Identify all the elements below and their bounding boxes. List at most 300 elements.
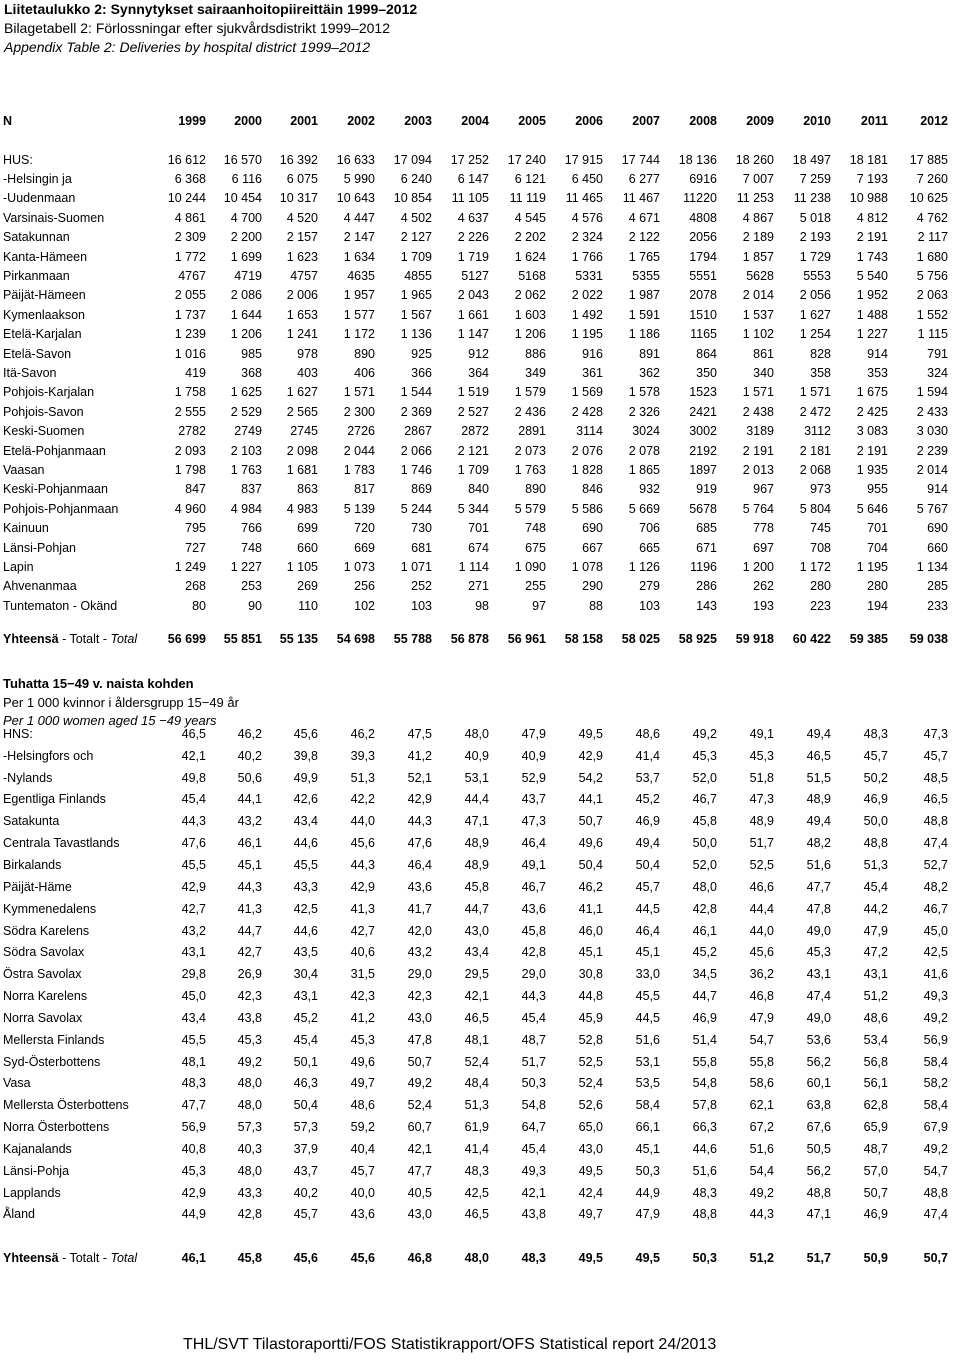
data-cell: 361: [582, 365, 603, 380]
data-cell: 52,4: [407, 1098, 432, 1113]
data-cell: 2 191: [742, 443, 774, 458]
row-label: Pohjois-Karjalan: [3, 385, 95, 400]
data-cell: 51,3: [863, 857, 888, 872]
data-cell: 37,9: [293, 1141, 318, 1156]
data-cell: 864: [696, 346, 717, 361]
data-cell: 47,7: [806, 879, 831, 894]
data-cell: 50,4: [635, 857, 660, 872]
data-cell: 52,6: [578, 1098, 603, 1113]
data-cell: 1 206: [230, 327, 262, 342]
data-cell: 2 189: [742, 230, 774, 245]
data-cell: 43,6: [350, 1207, 375, 1222]
total-cell: 58 925: [678, 632, 717, 647]
data-cell: 51,7: [521, 1054, 546, 1069]
data-cell: 45,3: [350, 1032, 375, 1047]
data-cell: 47,4: [806, 989, 831, 1004]
data-cell: 48,0: [692, 879, 717, 894]
data-cell: 5 244: [400, 501, 432, 516]
data-cell: 364: [468, 365, 489, 380]
data-cell: 48,0: [237, 1163, 262, 1178]
data-cell: 47,3: [749, 792, 774, 807]
data-cell: 1 987: [628, 288, 660, 303]
data-cell: 2872: [461, 424, 489, 439]
data-cell: 6916: [689, 172, 717, 187]
data-cell: 3 083: [856, 424, 888, 439]
data-cell: 5 344: [457, 501, 489, 516]
total-cell: 50,3: [692, 1251, 717, 1266]
data-cell: 701: [867, 521, 888, 536]
table-row: [0, 876, 950, 898]
data-cell: 42,8: [237, 1207, 262, 1222]
data-cell: 49,2: [923, 1010, 948, 1025]
data-cell: 1 571: [742, 385, 774, 400]
data-cell: 48,1: [181, 1054, 206, 1069]
data-cell: 48,7: [863, 1141, 888, 1156]
data-cell: 51,6: [806, 857, 831, 872]
data-cell: 51,7: [749, 836, 774, 851]
data-cell: 43,5: [293, 945, 318, 960]
data-cell: 49,7: [578, 1207, 603, 1222]
table-row: [0, 898, 950, 920]
table-row: [0, 169, 950, 188]
data-cell: 51,3: [464, 1098, 489, 1113]
data-cell: 40,9: [521, 748, 546, 763]
data-cell: 1 653: [286, 307, 318, 322]
table-row: [0, 1073, 950, 1095]
data-cell: 1 798: [174, 462, 206, 477]
data-cell: 748: [241, 540, 262, 555]
data-cell: 46,9: [692, 1010, 717, 1025]
data-cell: 46,7: [521, 879, 546, 894]
data-cell: 40,4: [350, 1141, 375, 1156]
data-cell: 43,8: [237, 1010, 262, 1025]
data-cell: 1 627: [286, 385, 318, 400]
data-cell: 10 454: [223, 191, 262, 206]
data-cell: 48,1: [464, 1032, 489, 1047]
data-cell: 42,9: [181, 1185, 206, 1200]
data-cell: 1 147: [457, 327, 489, 342]
data-cell: 2 122: [628, 230, 660, 245]
data-cell: 1 227: [230, 559, 262, 574]
data-cell: 44,6: [692, 1141, 717, 1156]
data-cell: 17 240: [507, 152, 546, 167]
data-cell: 40,8: [181, 1141, 206, 1156]
data-cell: 685: [696, 521, 717, 536]
data-cell: 671: [696, 540, 717, 555]
row-label: HUS:: [3, 152, 33, 167]
total-cell: 60 422: [792, 632, 831, 647]
data-cell: 1196: [690, 559, 717, 574]
data-cell: 17 252: [450, 152, 489, 167]
data-cell: 4 520: [286, 210, 318, 225]
table-row: [0, 286, 950, 305]
data-cell: 58,2: [923, 1076, 948, 1091]
year-header: 2009: [746, 113, 774, 128]
data-cell: 49,5: [578, 726, 603, 741]
data-cell: 45,1: [237, 857, 262, 872]
total-cell: 59 918: [735, 632, 774, 647]
data-cell: 40,5: [407, 1185, 432, 1200]
data-cell: 2 239: [916, 443, 948, 458]
data-cell: 891: [639, 346, 660, 361]
data-cell: 890: [525, 482, 546, 497]
data-cell: 41,1: [578, 901, 603, 916]
data-cell: 42,0: [407, 923, 432, 938]
data-cell: 52,0: [692, 857, 717, 872]
data-cell: 41,6: [923, 967, 948, 982]
data-cell: 1 758: [174, 385, 206, 400]
data-cell: 1 746: [400, 462, 432, 477]
data-cell: 43,8: [521, 1207, 546, 1222]
data-cell: 47,4: [923, 1207, 948, 1222]
data-cell: 47,9: [635, 1207, 660, 1222]
data-cell: 2 565: [286, 404, 318, 419]
data-cell: 10 317: [279, 191, 318, 206]
data-cell: 49,2: [749, 1185, 774, 1200]
data-cell: 45,5: [635, 989, 660, 1004]
rate-heading-finnish: Tuhatta 15−49 v. naista kohden: [3, 676, 194, 691]
data-cell: 44,7: [464, 901, 489, 916]
row-label: Etelä-Savon: [3, 346, 72, 361]
row-label: Itä-Savon: [3, 365, 57, 380]
data-cell: 45,0: [181, 989, 206, 1004]
data-cell: 46,9: [863, 1207, 888, 1222]
data-cell: 1 627: [799, 307, 831, 322]
data-cell: 745: [810, 521, 831, 536]
data-cell: 1 136: [400, 327, 432, 342]
total-label-part: -: [99, 632, 111, 647]
table-row: [0, 963, 950, 985]
data-cell: 5 764: [742, 501, 774, 516]
data-cell: 45,0: [923, 923, 948, 938]
year-header-row: [0, 110, 950, 131]
total-label-part: -: [58, 1251, 70, 1266]
data-cell: 103: [639, 598, 660, 613]
data-cell: 1 661: [457, 307, 489, 322]
data-cell: 2 062: [514, 288, 546, 303]
row-label: -Helsingin ja: [3, 172, 72, 187]
total-cell: 51,2: [749, 1251, 774, 1266]
data-cell: 2 147: [343, 230, 375, 245]
row-label: Norra Savolax: [3, 1010, 83, 1025]
data-cell: 1 644: [230, 307, 262, 322]
data-cell: 4 637: [457, 210, 489, 225]
data-cell: 2745: [290, 424, 318, 439]
data-cell: 31,5: [350, 967, 375, 982]
data-cell: 1 743: [856, 249, 888, 264]
data-cell: 52,9: [521, 770, 546, 785]
data-cell: 47,4: [923, 836, 948, 851]
data-cell: 45,3: [806, 945, 831, 960]
total-label: [0, 629, 166, 649]
data-cell: 46,2: [350, 726, 375, 741]
data-cell: 4635: [347, 269, 375, 284]
data-cell: 2 076: [571, 443, 603, 458]
data-cell: 5553: [803, 269, 831, 284]
data-cell: 16 570: [223, 152, 262, 167]
data-cell: 48,8: [923, 1185, 948, 1200]
row-label: Satakunta: [3, 814, 60, 829]
data-cell: 44,3: [237, 879, 262, 894]
data-cell: 1897: [689, 462, 717, 477]
data-cell: 778: [753, 521, 774, 536]
data-cell: 53,1: [635, 1054, 660, 1069]
data-cell: 53,6: [806, 1032, 831, 1047]
data-cell: 48,0: [237, 1098, 262, 1113]
data-cell: 1 227: [856, 327, 888, 342]
data-cell: 42,1: [181, 748, 206, 763]
title-block: [4, 0, 417, 57]
data-cell: 5 804: [799, 501, 831, 516]
data-cell: 4 502: [400, 210, 432, 225]
data-cell: 46,5: [806, 748, 831, 763]
data-cell: 50,0: [692, 836, 717, 851]
data-cell: 49,6: [350, 1054, 375, 1069]
data-cell: 41,4: [635, 748, 660, 763]
data-cell: 704: [867, 540, 888, 555]
total-cell: 55 135: [279, 632, 318, 647]
data-cell: 861: [753, 346, 774, 361]
data-cell: 1 552: [916, 307, 948, 322]
data-cell: 49,4: [635, 836, 660, 851]
data-cell: 2 200: [230, 230, 262, 245]
data-cell: 42,3: [237, 989, 262, 1004]
data-cell: 350: [696, 365, 717, 380]
table-row: [0, 723, 950, 745]
page-footer: THL/SVT Tilastoraportti/FOS Statistikrapport/OFS Statistical report 24/2013: [183, 1336, 717, 1353]
data-cell: 1 200: [742, 559, 774, 574]
data-cell: 48,0: [464, 726, 489, 741]
data-cell: 44,5: [635, 1010, 660, 1025]
data-cell: 45,5: [181, 1032, 206, 1047]
data-cell: 55,8: [692, 1054, 717, 1069]
data-cell: 41,3: [350, 901, 375, 916]
data-cell: 45,4: [293, 1032, 318, 1047]
data-cell: 49,7: [350, 1076, 375, 1091]
data-cell: 828: [810, 346, 831, 361]
data-cell: 48,6: [350, 1098, 375, 1113]
data-cell: 5 646: [856, 501, 888, 516]
data-cell: 48,0: [237, 1076, 262, 1091]
data-cell: 699: [297, 521, 318, 536]
data-cell: 1 763: [230, 462, 262, 477]
data-cell: 46,7: [923, 901, 948, 916]
data-cell: 3114: [576, 424, 603, 439]
data-cell: 5628: [746, 269, 774, 284]
data-cell: 57,8: [692, 1098, 717, 1113]
data-cell: 42,9: [578, 748, 603, 763]
spacer-row: [0, 1225, 950, 1247]
data-cell: 48,9: [806, 792, 831, 807]
data-cell: 52,4: [464, 1054, 489, 1069]
table-row: [0, 518, 950, 537]
data-cell: 51,6: [692, 1163, 717, 1178]
data-cell: 1 579: [514, 385, 546, 400]
total-cell: 59 038: [909, 632, 948, 647]
row-label: Länsi-Pohja: [3, 1163, 70, 1178]
data-cell: 44,3: [521, 989, 546, 1004]
table-row: [0, 480, 950, 499]
table-row: [0, 985, 950, 1007]
data-cell: 45,2: [692, 945, 717, 960]
data-cell: 26,9: [237, 967, 262, 982]
data-cell: 660: [927, 540, 948, 555]
data-cell: 43,4: [293, 814, 318, 829]
data-cell: 42,6: [293, 792, 318, 807]
data-cell: 1 625: [230, 385, 262, 400]
data-cell: 42,1: [407, 1141, 432, 1156]
data-cell: 2782: [178, 424, 206, 439]
data-cell: 4767: [178, 269, 206, 284]
data-cell: 42,5: [293, 901, 318, 916]
data-cell: 45,4: [181, 792, 206, 807]
data-cell: 36,2: [749, 967, 774, 982]
data-cell: 50,7: [578, 814, 603, 829]
total-label-part: Total: [110, 1251, 138, 1266]
data-cell: 48,2: [923, 879, 948, 894]
data-cell: 1 102: [742, 327, 774, 342]
data-cell: 708: [810, 540, 831, 555]
data-cell: 52,4: [578, 1076, 603, 1091]
data-cell: 48,5: [923, 770, 948, 785]
data-cell: 41,2: [350, 1010, 375, 1025]
data-cell: 7 193: [856, 172, 888, 187]
table-row: [0, 538, 950, 557]
data-cell: 1 206: [514, 327, 546, 342]
data-cell: 701: [468, 521, 489, 536]
data-cell: 46,2: [578, 879, 603, 894]
table-row: [0, 150, 950, 169]
row-label: Östra Savolax: [3, 967, 82, 982]
table-row: [0, 745, 950, 767]
data-cell: 47,9: [521, 726, 546, 741]
data-cell: 1165: [690, 327, 717, 342]
data-cell: 43,0: [407, 1207, 432, 1222]
data-cell: 48,6: [635, 726, 660, 741]
row-label: Kanta-Hämeen: [3, 249, 88, 264]
data-cell: 256: [354, 579, 375, 594]
data-cell: 43,6: [521, 901, 546, 916]
row-label: Kymmenedalens: [3, 901, 97, 916]
data-cell: 1 634: [343, 249, 375, 264]
data-cell: 2726: [347, 424, 375, 439]
data-cell: 4 960: [174, 501, 206, 516]
data-cell: 5355: [632, 269, 660, 284]
rate-heading-swedish: Per 1 000 kvinnor i åldersgrupp 15−49 år: [3, 694, 239, 710]
data-cell: 2 529: [230, 404, 262, 419]
data-cell: 5 990: [343, 172, 375, 187]
data-cell: 280: [810, 579, 831, 594]
data-cell: 675: [525, 540, 546, 555]
year-header: 2003: [404, 113, 432, 128]
table-row: [0, 789, 950, 811]
row-label: Kymenlaakson: [3, 307, 85, 322]
data-cell: 53,4: [863, 1032, 888, 1047]
total-cell: 49,5: [578, 1251, 603, 1266]
data-cell: 45,9: [578, 1010, 603, 1025]
data-cell: 16 392: [279, 152, 318, 167]
total-cell: 59 385: [849, 632, 888, 647]
data-cell: 49,1: [749, 726, 774, 741]
table-row: [0, 460, 950, 479]
data-cell: 97: [532, 598, 546, 613]
data-cell: 40,6: [350, 945, 375, 960]
data-cell: 2 436: [514, 404, 546, 419]
row-label: Egentliga Finlands: [3, 792, 106, 807]
data-cell: 955: [867, 482, 888, 497]
data-cell: 45,6: [293, 726, 318, 741]
data-cell: 44,5: [635, 901, 660, 916]
data-cell: 56,9: [923, 1032, 948, 1047]
row-label: Birkalands: [3, 857, 62, 872]
data-cell: 40,2: [237, 748, 262, 763]
data-cell: 2 369: [400, 404, 432, 419]
data-cell: 43,0: [578, 1141, 603, 1156]
data-cell: 2 191: [856, 443, 888, 458]
table-row: [0, 189, 950, 208]
data-cell: 3002: [689, 424, 717, 439]
data-cell: 48,9: [464, 857, 489, 872]
data-cell: 2 433: [916, 404, 948, 419]
data-cell: 2 300: [343, 404, 375, 419]
title-english: Appendix Table 2: Deliveries by hospital district 1999–2012: [4, 39, 371, 55]
row-label: -Uudenmaan: [3, 191, 76, 206]
data-cell: 42,1: [521, 1185, 546, 1200]
data-cell: 1 624: [514, 249, 546, 264]
data-cell: 268: [185, 579, 206, 594]
data-cell: 286: [696, 579, 717, 594]
data-cell: 49,6: [578, 836, 603, 851]
data-cell: 2 086: [230, 288, 262, 303]
data-cell: 46,5: [464, 1010, 489, 1025]
data-cell: 50,2: [863, 770, 888, 785]
row-label: Keski-Pohjanmaan: [3, 482, 108, 497]
data-cell: 1 952: [856, 288, 888, 303]
data-cell: 98: [475, 598, 489, 613]
data-cell: 2 066: [400, 443, 432, 458]
data-cell: 1510: [689, 307, 717, 322]
data-cell: 2 098: [286, 443, 318, 458]
data-cell: 43,1: [863, 967, 888, 982]
data-cell: 1 492: [571, 307, 603, 322]
data-cell: 49,9: [293, 770, 318, 785]
data-cell: 4855: [404, 269, 432, 284]
table-row: [0, 1007, 950, 1029]
data-cell: 44,0: [350, 814, 375, 829]
row-label: Päijät-Hämeen: [3, 288, 86, 303]
data-cell: 55,8: [749, 1054, 774, 1069]
data-cell: 47,1: [806, 1207, 831, 1222]
data-cell: 837: [241, 482, 262, 497]
data-cell: 5 767: [916, 501, 948, 516]
data-cell: 285: [927, 579, 948, 594]
table-row: [0, 1182, 950, 1204]
data-cell: 1 772: [174, 249, 206, 264]
data-cell: 60,1: [806, 1076, 831, 1091]
data-cell: 5 139: [343, 501, 375, 516]
data-cell: 4719: [234, 269, 262, 284]
row-label: Ahvenanmaa: [3, 579, 77, 594]
data-cell: 51,2: [863, 989, 888, 1004]
data-cell: 47,3: [521, 814, 546, 829]
table-row: [0, 228, 950, 247]
year-header: 2007: [632, 113, 660, 128]
table-row: [0, 421, 950, 440]
data-cell: 1523: [689, 385, 717, 400]
data-cell: 52,1: [407, 770, 432, 785]
data-cell: 50,1: [293, 1054, 318, 1069]
data-cell: 29,8: [181, 967, 206, 982]
